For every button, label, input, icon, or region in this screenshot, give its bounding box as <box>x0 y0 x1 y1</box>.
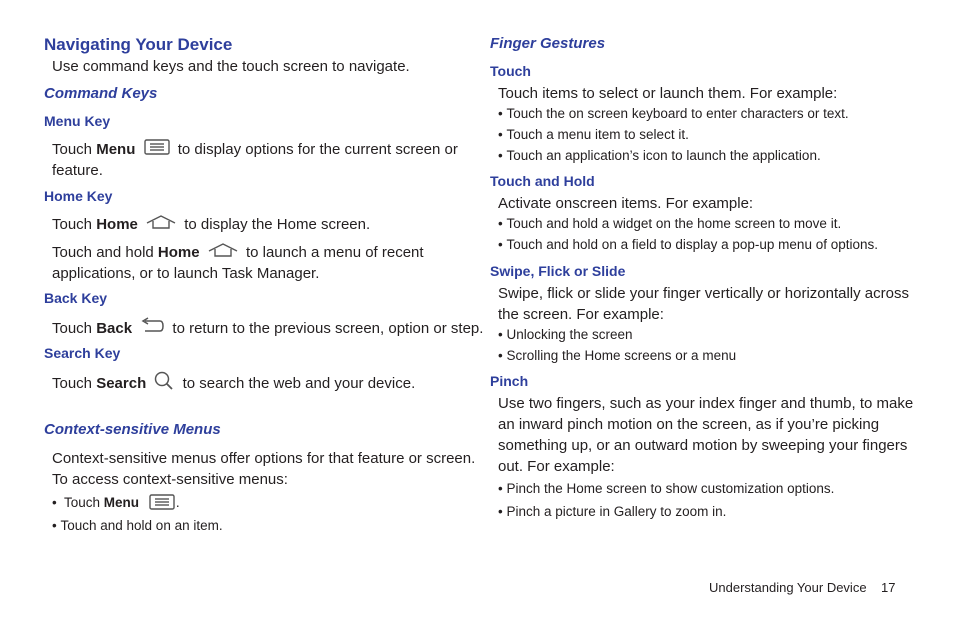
home-key-heading: Home Key <box>44 188 113 204</box>
page-number: 17 <box>881 580 896 595</box>
page-title: Navigating Your Device <box>44 35 233 54</box>
search-key-pre: Touch <box>52 374 93 392</box>
pinch-heading: Pinch <box>490 373 529 389</box>
home-key-text-3: applications, or to launch Task Manager. <box>52 265 320 282</box>
swipe-bullet-2: • Scrolling the Home screens or a menu <box>498 348 736 363</box>
home-key-pre-2: Touch and hold <box>52 244 154 261</box>
home-key-label-1: Home <box>96 216 138 233</box>
pinch-line-3: something up, or an outward motion by sweeping your fingers <box>498 437 908 454</box>
back-key-heading: Back Key <box>44 290 108 306</box>
context-menus-line-1: Context-sensitive menus offer options for that feature or screen. <box>52 450 476 467</box>
swipe-heading: Swipe, Flick or Slide <box>490 263 626 279</box>
swipe-line-2: the screen. For example: <box>498 306 664 323</box>
menu-key-pre: Touch <box>52 141 93 158</box>
search-key-heading: Search Key <box>44 345 121 361</box>
swipe-bullet-1: • Unlocking the screen <box>498 327 633 342</box>
finger-gestures-heading: Finger Gestures <box>490 35 606 52</box>
home-key-icon <box>207 242 239 264</box>
touch-bullet-1: • Touch the on screen keyboard to enter characters or text. <box>498 106 849 121</box>
back-key-post: to return to the previous screen, option or step. <box>172 319 484 337</box>
back-key-icon <box>139 317 165 341</box>
touch-hold-heading: Touch and Hold <box>490 173 595 189</box>
home-key-post-2: to launch a menu of recent <box>245 244 424 261</box>
context-bullet-1-key: Menu <box>103 495 140 511</box>
home-key-icon <box>145 214 177 236</box>
search-key-post: to search the web and your device. <box>182 374 416 392</box>
touch-hold-intro: Activate onscreen items. For example: <box>498 195 754 212</box>
home-key-post-1: to display the Home screen. <box>184 216 371 233</box>
touch-bullet-2: • Touch a menu item to select it. <box>498 127 689 142</box>
menu-key-post: to display options for the current screen or <box>177 141 458 158</box>
menu-key-icon <box>149 494 175 513</box>
context-bullet-1 <box>52 494 180 513</box>
back-key-pre: Touch <box>52 319 93 337</box>
pinch-line-2: an inward pinch motion on the screen, as if you’re picking <box>498 416 880 433</box>
back-key-text <box>52 317 483 341</box>
search-key-label: Search <box>96 374 147 392</box>
menu-key-text <box>52 139 458 161</box>
context-menus-heading: Context-sensitive Menus <box>44 421 221 438</box>
back-key-label: Back <box>96 319 133 337</box>
search-key-text <box>52 371 415 397</box>
menu-key-text-cont: feature. <box>52 162 103 179</box>
pinch-line-1: Use two fingers, such as your index finger and thumb, to make <box>498 395 914 412</box>
pinch-bullet-1: • Pinch the Home screen to show customization options. <box>498 481 834 496</box>
swipe-line-1: Swipe, flick or slide your finger vertically or horizontally across <box>498 285 909 302</box>
menu-key-heading: Menu Key <box>44 113 111 129</box>
context-bullet-1-pre: Touch <box>64 495 101 511</box>
touch-hold-bullet-1: • Touch and hold a widget on the home screen to move it. <box>498 216 841 231</box>
intro-text: Use command keys and the touch screen to navigate. <box>52 58 410 75</box>
pinch-bullet-2: • Pinch a picture in Gallery to zoom in. <box>498 504 726 519</box>
footer-section-title: Understanding Your Device <box>709 580 867 595</box>
context-bullet-2: • Touch and hold on an item. <box>52 518 223 533</box>
menu-key-icon <box>144 139 170 161</box>
context-menus-line-2: To access context-sensitive menus: <box>52 471 288 488</box>
touch-bullet-3: • Touch an application’s icon to launch the application. <box>498 148 821 163</box>
home-key-label-2: Home <box>157 244 200 261</box>
home-key-text-1 <box>52 214 370 236</box>
menu-key-label: Menu <box>96 141 136 158</box>
command-keys-heading: Command Keys <box>44 85 158 102</box>
touch-intro: Touch items to select or launch them. For example: <box>498 85 838 102</box>
touch-heading: Touch <box>490 63 531 79</box>
touch-hold-bullet-2: • Touch and hold on a field to display a pop-up menu of options. <box>498 237 878 252</box>
search-key-icon <box>153 371 175 397</box>
home-key-pre-1: Touch <box>52 216 93 233</box>
pinch-line-4: out. For example: <box>498 458 615 475</box>
context-bullet-1-post: . <box>175 495 180 511</box>
home-key-text-2 <box>52 242 424 264</box>
